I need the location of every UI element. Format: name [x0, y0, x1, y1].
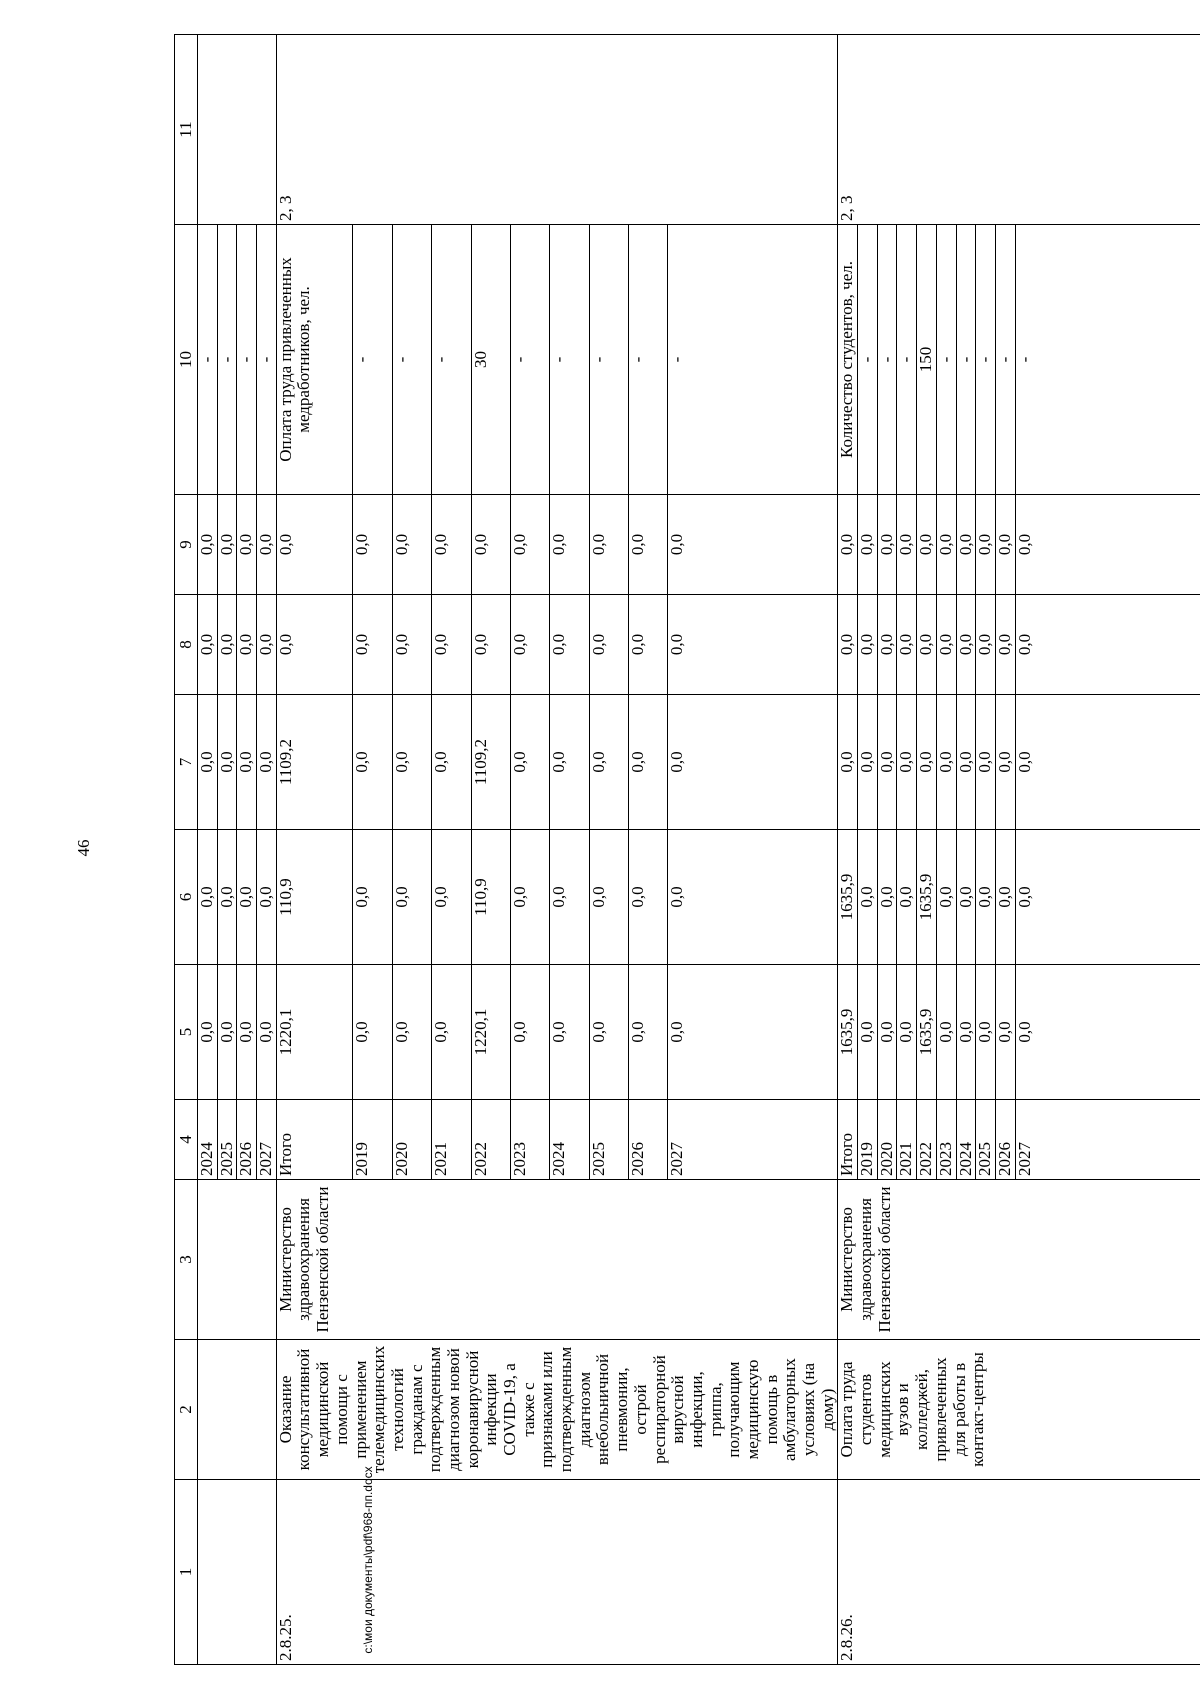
value-cell: 0,0	[936, 495, 956, 595]
value-cell: 0,0	[198, 830, 218, 965]
value-cell: 0,0	[897, 830, 917, 965]
year-cell: 2021	[897, 1100, 917, 1180]
continuation-executor-cell	[198, 1180, 277, 1340]
value-cell: 0,0	[936, 595, 956, 695]
header-cell: 4	[175, 1100, 198, 1180]
value-cell: 0,0	[917, 495, 937, 595]
value-cell: 0,0	[976, 965, 996, 1100]
year-cell: 2027	[257, 1100, 277, 1180]
year-cell: 2022	[917, 1100, 937, 1180]
value-cell: 0,0	[510, 695, 549, 830]
value-cell: 0,0	[510, 495, 549, 595]
indicator-name: Оплата труда привлеченных медработников, чел.	[276, 225, 353, 495]
value-cell: 0,0	[392, 695, 431, 830]
value-cell: 0,0	[628, 965, 667, 1100]
value-cell: 0,0	[392, 495, 431, 595]
value-cell: 0,0	[589, 965, 628, 1100]
value-cell: 0,0	[550, 965, 589, 1100]
header-cell: 2	[175, 1340, 198, 1480]
indicator-value-cell: -	[589, 225, 628, 495]
value-cell: 0,0	[628, 495, 667, 595]
value-cell: 0,0	[877, 965, 897, 1100]
value-cell: 0,0	[257, 695, 277, 830]
year-cell: 2020	[877, 1100, 897, 1180]
value-cell: 0,0	[976, 830, 996, 965]
indicator-value-cell: -	[858, 225, 878, 495]
value-cell: 0,0	[995, 695, 1015, 830]
value-cell: 0,0	[1015, 830, 1200, 965]
value-cell: 0,0	[432, 595, 471, 695]
value-cell: 0,0	[198, 495, 218, 595]
indicator-value-cell: -	[897, 225, 917, 495]
value-cell: 0,0	[1015, 695, 1200, 830]
value-cell: 0,0	[353, 965, 392, 1100]
value-cell: 1109,2	[276, 695, 353, 830]
indicator-value-cell: -	[877, 225, 897, 495]
value-cell: 0,0	[257, 965, 277, 1100]
value-cell: 0,0	[510, 595, 549, 695]
value-cell: 0,0	[897, 595, 917, 695]
year-cell: 2023	[510, 1100, 549, 1180]
year-cell: 2024	[550, 1100, 589, 1180]
value-cell: 0,0	[471, 495, 510, 595]
value-cell: 0,0	[956, 495, 976, 595]
value-cell: 0,0	[589, 495, 628, 595]
value-cell: 0,0	[1015, 495, 1200, 595]
value-cell: 1635,9	[917, 965, 937, 1100]
year-cell: 2026	[995, 1100, 1015, 1180]
value-cell: 0,0	[628, 830, 667, 965]
indicator-value-cell: -	[432, 225, 471, 495]
value-cell: 0,0	[936, 830, 956, 965]
table-row	[198, 35, 218, 1665]
value-cell: 0,0	[917, 595, 937, 695]
value-cell: 0,0	[838, 595, 858, 695]
year-cell: 2026	[628, 1100, 667, 1180]
value-cell: 0,0	[237, 830, 257, 965]
value-cell: 0,0	[877, 830, 897, 965]
year-cell: 2026	[237, 1100, 257, 1180]
year-cell: 2023	[936, 1100, 956, 1180]
program-table	[174, 34, 1200, 1665]
value-cell: 0,0	[217, 965, 237, 1100]
indicator-value-cell: -	[628, 225, 667, 495]
continuation-number-cell	[198, 1480, 277, 1665]
value-cell: 0,0	[995, 495, 1015, 595]
value-cell: 0,0	[976, 695, 996, 830]
value-cell: 0,0	[838, 695, 858, 830]
value-cell: 0,0	[858, 495, 878, 595]
value-cell: 0,0	[257, 595, 277, 695]
value-cell: 0,0	[877, 495, 897, 595]
value-cell: 0,0	[432, 965, 471, 1100]
value-cell: 0,0	[237, 495, 257, 595]
value-cell: 0,0	[353, 695, 392, 830]
rotated-table-wrapper	[174, 35, 1106, 1665]
value-cell: 0,0	[550, 830, 589, 965]
total-label: Итого	[838, 1100, 858, 1180]
value-cell: 0,0	[668, 595, 838, 695]
year-cell: 2025	[976, 1100, 996, 1180]
header-cell: 9	[175, 495, 198, 595]
indicator-value-cell: -	[550, 225, 589, 495]
value-cell: 0,0	[550, 695, 589, 830]
value-cell: 0,0	[237, 595, 257, 695]
item-name: Оплата труда студентов медицинских вузов и колледжей, привлеченных для работы в контакт-центры	[838, 1340, 1200, 1480]
value-cell: 0,0	[353, 495, 392, 595]
value-cell: 0,0	[276, 495, 353, 595]
year-cell: 2022	[471, 1100, 510, 1180]
value-cell: 0,0	[510, 965, 549, 1100]
indicator-value-cell: 150	[917, 225, 937, 495]
value-cell: 0,0	[217, 830, 237, 965]
value-cell: 0,0	[276, 595, 353, 695]
value-cell: 0,0	[353, 830, 392, 965]
value-cell: 0,0	[237, 965, 257, 1100]
indicator-value-cell: -	[668, 225, 838, 495]
value-cell: 0,0	[217, 595, 237, 695]
header-row	[175, 35, 198, 1665]
header-cell: 11	[175, 35, 198, 225]
value-cell: 0,0	[550, 495, 589, 595]
footer-file-path: c:\мои документы\pdf\968-пп.docx	[361, 1466, 375, 1654]
continuation-name-cell	[198, 1340, 277, 1480]
header-cell: 1	[175, 1480, 198, 1665]
continuation-source-cell	[198, 35, 277, 225]
year-cell: 2019	[353, 1100, 392, 1180]
source-ref: 2, 3	[276, 35, 838, 225]
value-cell: 1635,9	[917, 830, 937, 965]
value-cell: 0,0	[877, 695, 897, 830]
header-cell: 3	[175, 1180, 198, 1340]
indicator-value-cell: 30	[471, 225, 510, 495]
indicator-value-cell: -	[995, 225, 1015, 495]
value-cell: 1109,2	[471, 695, 510, 830]
indicator-value-cell: -	[257, 225, 277, 495]
value-cell: 0,0	[1015, 595, 1200, 695]
value-cell: 0,0	[936, 965, 956, 1100]
year-cell: 2027	[1015, 1100, 1200, 1180]
value-cell: 0,0	[877, 595, 897, 695]
value-cell: 1635,9	[838, 965, 858, 1100]
value-cell: 0,0	[1015, 965, 1200, 1100]
value-cell: 0,0	[858, 830, 878, 965]
value-cell: 0,0	[936, 695, 956, 830]
value-cell: 0,0	[976, 495, 996, 595]
source-ref: 2, 3	[838, 35, 1200, 225]
value-cell: 0,0	[432, 695, 471, 830]
value-cell: 0,0	[668, 695, 838, 830]
year-cell: 2020	[392, 1100, 431, 1180]
value-cell: 0,0	[589, 595, 628, 695]
total-label: Итого	[276, 1100, 353, 1180]
executor: Министерство здравоохранения Пензенской области	[838, 1180, 1200, 1340]
page-number: 46	[74, 839, 93, 857]
value-cell: 0,0	[392, 965, 431, 1100]
year-cell: 2025	[217, 1100, 237, 1180]
header-cell: 10	[175, 225, 198, 495]
indicator-value-cell: -	[936, 225, 956, 495]
value-cell: 110,9	[471, 830, 510, 965]
value-cell: 0,0	[257, 495, 277, 595]
value-cell: 0,0	[589, 695, 628, 830]
value-cell: 0,0	[956, 595, 976, 695]
value-cell: 0,0	[432, 830, 471, 965]
value-cell: 0,0	[858, 595, 878, 695]
value-cell: 0,0	[995, 595, 1015, 695]
value-cell: 0,0	[589, 830, 628, 965]
value-cell: 0,0	[897, 695, 917, 830]
value-cell: 0,0	[471, 595, 510, 695]
year-cell: 2021	[432, 1100, 471, 1180]
indicator-value-cell: -	[392, 225, 431, 495]
indicator-value-cell: -	[217, 225, 237, 495]
value-cell: 0,0	[956, 695, 976, 830]
value-cell: 0,0	[392, 830, 431, 965]
year-cell: 2027	[668, 1100, 838, 1180]
table-row-total	[276, 35, 353, 1665]
indicator-value-cell: -	[510, 225, 549, 495]
value-cell: 0,0	[668, 965, 838, 1100]
value-cell: 0,0	[995, 830, 1015, 965]
value-cell: 0,0	[668, 495, 838, 595]
header-cell: 8	[175, 595, 198, 695]
executor: Министерство здравоохранения Пензенской области	[276, 1180, 838, 1340]
indicator-value-cell: -	[353, 225, 392, 495]
value-cell: 0,0	[198, 695, 218, 830]
value-cell: 0,0	[838, 495, 858, 595]
indicator-value-cell: -	[976, 225, 996, 495]
year-cell: 2024	[198, 1100, 218, 1180]
indicator-value-cell: -	[956, 225, 976, 495]
year-cell: 2019	[858, 1100, 878, 1180]
item-number: 2.8.25.	[276, 1480, 838, 1665]
value-cell: 0,0	[217, 695, 237, 830]
value-cell: 0,0	[976, 595, 996, 695]
value-cell: 0,0	[432, 495, 471, 595]
header-cell: 5	[175, 965, 198, 1100]
value-cell: 1635,9	[838, 830, 858, 965]
value-cell: 1220,1	[471, 965, 510, 1100]
value-cell: 0,0	[257, 830, 277, 965]
value-cell: 0,0	[956, 965, 976, 1100]
value-cell: 0,0	[510, 830, 549, 965]
value-cell: 0,0	[198, 595, 218, 695]
header-cell: 6	[175, 830, 198, 965]
value-cell: 0,0	[628, 695, 667, 830]
value-cell: 0,0	[237, 695, 257, 830]
year-cell: 2025	[589, 1100, 628, 1180]
value-cell: 0,0	[668, 830, 838, 965]
value-cell: 0,0	[198, 965, 218, 1100]
item-number: 2.8.26.	[838, 1480, 1200, 1665]
indicator-value-cell: -	[198, 225, 218, 495]
indicator-value-cell: -	[237, 225, 257, 495]
value-cell: 1220,1	[276, 965, 353, 1100]
value-cell: 0,0	[858, 965, 878, 1100]
value-cell: 0,0	[858, 695, 878, 830]
indicator-name: Количество студентов, чел.	[838, 225, 858, 495]
value-cell: 110,9	[276, 830, 353, 965]
value-cell: 0,0	[897, 495, 917, 595]
header-cell: 7	[175, 695, 198, 830]
value-cell: 0,0	[995, 965, 1015, 1100]
value-cell: 0,0	[917, 695, 937, 830]
value-cell: 0,0	[897, 965, 917, 1100]
value-cell: 0,0	[353, 595, 392, 695]
value-cell: 0,0	[956, 830, 976, 965]
indicator-value-cell: -	[1015, 225, 1200, 495]
table-row-total	[838, 35, 858, 1665]
item-name: Оказание консультативной медицинской помощи с применением телемедицинских технологий гражданам с подтвержденным диагнозом новой коронавирусной инфекции COVID-19, а также с признаками или подтвержденным диагнозом внебольничной пневмонии, острой респираторной вирусной инфекции, гриппа, получающим медицинскую помощь в амбулаторных условиях (на дому)	[276, 1340, 838, 1480]
value-cell: 0,0	[550, 595, 589, 695]
value-cell: 0,0	[628, 595, 667, 695]
value-cell: 0,0	[392, 595, 431, 695]
value-cell: 0,0	[217, 495, 237, 595]
year-cell: 2024	[956, 1100, 976, 1180]
